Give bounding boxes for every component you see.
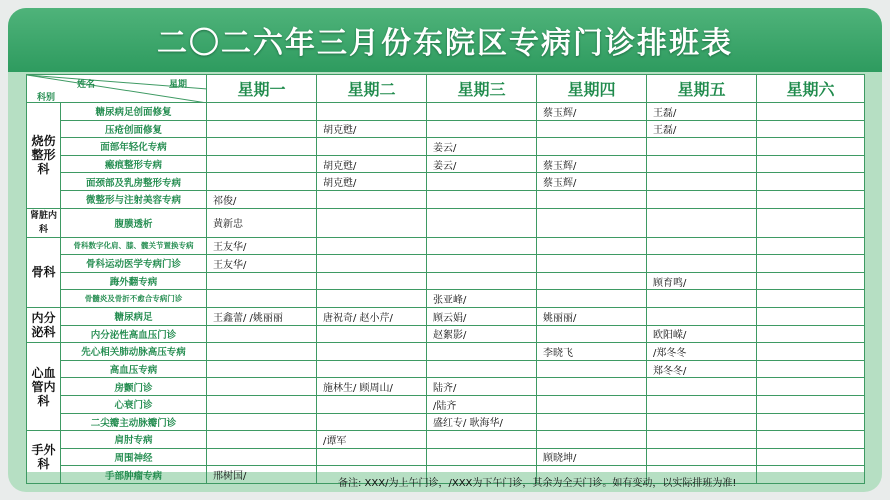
schedule-cell <box>537 237 647 255</box>
schedule-cell <box>757 290 865 308</box>
schedule-cell <box>757 343 865 361</box>
clinic-name-cell: 糖尿病足 <box>61 307 207 325</box>
schedule-cell <box>647 138 757 156</box>
schedule-cell: 王磊/ <box>647 103 757 121</box>
schedule-cell <box>317 272 427 290</box>
table-row <box>27 325 865 343</box>
day-header: 星期三 <box>427 75 537 103</box>
schedule-cell <box>427 103 537 121</box>
schedule-cell <box>317 395 427 413</box>
week-label: 星期 <box>169 80 188 90</box>
schedule-cell: 王友华/ <box>207 255 317 273</box>
schedule-cell <box>207 103 317 121</box>
schedule-cell <box>537 290 647 308</box>
schedule-cell <box>647 395 757 413</box>
schedule-cell <box>317 413 427 431</box>
schedule-cell <box>757 448 865 466</box>
clinic-name-cell: 压疮创面修复 <box>61 120 207 138</box>
schedule-cell <box>317 138 427 156</box>
schedule-cell <box>427 360 537 378</box>
schedule-cell <box>757 360 865 378</box>
schedule-cell: 邢树国/ <box>207 466 317 484</box>
schedule-cell <box>537 208 647 237</box>
schedule-cell: 胡克甦/ <box>317 173 427 191</box>
clinic-name-cell: 骨科数字化肩、膝、髋关节置换专病 <box>61 237 207 255</box>
schedule-cell <box>647 190 757 208</box>
schedule-cell <box>207 138 317 156</box>
schedule-cell: 蔡玉辉/ <box>537 103 647 121</box>
department-cell: 手外科 <box>27 431 61 484</box>
schedule-cell: 盛红专/ 耿海华/ <box>427 413 537 431</box>
schedule-cell: 顾云娟/ <box>427 307 537 325</box>
schedule-cell <box>647 237 757 255</box>
schedule-cell <box>537 413 647 431</box>
schedule-sheet <box>26 74 864 483</box>
schedule-cell <box>757 120 865 138</box>
clinic-name-cell: 微整形与注射美容专病 <box>61 190 207 208</box>
department-cell: 内分泌科 <box>27 307 61 342</box>
day-header: 星期五 <box>647 75 757 103</box>
table-row <box>27 448 865 466</box>
schedule-cell <box>647 155 757 173</box>
schedule-body <box>27 103 865 484</box>
schedule-cell <box>427 237 537 255</box>
schedule-cell <box>647 431 757 449</box>
day-header: 星期二 <box>317 75 427 103</box>
table-row <box>27 138 865 156</box>
schedule-cell <box>757 208 865 237</box>
clinic-name-cell: 高血压专病 <box>61 360 207 378</box>
table-row <box>27 173 865 191</box>
clinic-name-cell: 二尖瓣主动脉瓣门诊 <box>61 413 207 431</box>
schedule-cell <box>207 378 317 396</box>
schedule-cell: 顾育鸣/ <box>647 272 757 290</box>
schedule-cell <box>757 155 865 173</box>
schedule-cell: 陆齐/ <box>427 378 537 396</box>
schedule-cell <box>757 138 865 156</box>
day-header: 星期一 <box>207 75 317 103</box>
schedule-cell <box>317 190 427 208</box>
header-row <box>27 75 865 103</box>
department-cell: 心血管内科 <box>27 343 61 431</box>
table-row <box>27 272 865 290</box>
schedule-cell <box>647 208 757 237</box>
schedule-cell <box>647 413 757 431</box>
schedule-cell <box>427 431 537 449</box>
schedule-cell <box>317 208 427 237</box>
schedule-cell: 王磊/ <box>647 120 757 138</box>
schedule-cell <box>427 343 537 361</box>
schedule-cell: 赵絮影/ <box>427 325 537 343</box>
schedule-cell <box>757 237 865 255</box>
clinic-name-cell: 房颤门诊 <box>61 378 207 396</box>
schedule-cell <box>207 290 317 308</box>
schedule-cell <box>207 120 317 138</box>
schedule-cell <box>317 325 427 343</box>
clinic-name-cell: 面颈部及乳房整形专病 <box>61 173 207 191</box>
table-row <box>27 208 865 237</box>
table-row <box>27 395 865 413</box>
schedule-cell <box>427 120 537 138</box>
clinic-name-cell: 周围神经 <box>61 448 207 466</box>
schedule-cell: 蔡玉辉/ <box>537 173 647 191</box>
table-row <box>27 103 865 121</box>
schedule-cell: 姜云/ <box>427 138 537 156</box>
table-row <box>27 307 865 325</box>
department-cell: 骨科 <box>27 237 61 307</box>
schedule-cell <box>537 325 647 343</box>
schedule-cell: 姚丽丽/ <box>537 307 647 325</box>
table-row <box>27 413 865 431</box>
schedule-cell <box>647 290 757 308</box>
clinic-name-cell: 骨髓炎及骨折不愈合专病门诊 <box>61 290 207 308</box>
schedule-cell <box>757 325 865 343</box>
schedule-cell <box>207 343 317 361</box>
schedule-cell <box>537 190 647 208</box>
schedule-cell <box>317 448 427 466</box>
schedule-cell: 胡克甦/ <box>317 155 427 173</box>
clinic-name-cell: 内分泌性高血压门诊 <box>61 325 207 343</box>
schedule-cell <box>537 431 647 449</box>
schedule-cell <box>427 190 537 208</box>
clinic-name-cell: 肩肘专病 <box>61 431 207 449</box>
schedule-table <box>26 74 865 484</box>
schedule-cell <box>537 360 647 378</box>
schedule-cell <box>647 173 757 191</box>
clinic-name-cell: 腹膜透析 <box>61 208 207 237</box>
footnote: 备注: XXX/为上午门诊，/XXX为下午门诊，其余为全天门诊。如有变动，以实际排班为准! <box>338 478 737 489</box>
schedule-cell <box>757 173 865 191</box>
table-row <box>27 290 865 308</box>
name-label: 姓名 <box>77 80 96 90</box>
schedule-cell <box>757 466 865 484</box>
clinic-name-cell: 踇外翻专病 <box>61 272 207 290</box>
schedule-cell <box>757 190 865 208</box>
schedule-cell: 李晓飞 <box>537 343 647 361</box>
clinic-name-cell: 糖尿病足创面修复 <box>61 103 207 121</box>
schedule-cell: 施林生/ 顾周山/ <box>317 378 427 396</box>
schedule-cell: 欧阳嵘/ <box>647 325 757 343</box>
department-cell: 肾脏内科 <box>27 208 61 237</box>
clinic-name-cell: 瘢痕整形专病 <box>61 155 207 173</box>
title-banner <box>8 8 882 72</box>
schedule-cell <box>317 360 427 378</box>
table-row <box>27 343 865 361</box>
schedule-cell: 顾晓坤/ <box>537 448 647 466</box>
schedule-cell <box>427 272 537 290</box>
dept-label: 科别 <box>37 93 56 103</box>
schedule-cell: 姜云/ <box>427 155 537 173</box>
table-row <box>27 378 865 396</box>
schedule-cell <box>207 431 317 449</box>
schedule-cell: /陆齐 <box>427 395 537 413</box>
schedule-cell: 王友华/ <box>207 237 317 255</box>
schedule-cell <box>537 395 647 413</box>
schedule-cell <box>207 413 317 431</box>
schedule-board <box>8 8 882 492</box>
schedule-cell <box>757 307 865 325</box>
table-row <box>27 190 865 208</box>
day-header: 星期六 <box>757 75 865 103</box>
table-row <box>27 360 865 378</box>
schedule-cell <box>757 413 865 431</box>
schedule-cell <box>207 272 317 290</box>
schedule-cell <box>427 208 537 237</box>
day-header: 星期四 <box>537 75 647 103</box>
schedule-cell <box>757 431 865 449</box>
table-row <box>27 120 865 138</box>
table-row <box>27 237 865 255</box>
schedule-cell <box>647 307 757 325</box>
page-title: 二〇二六年三月份东院区专病门诊排班表 <box>157 26 733 61</box>
clinic-name-cell: 心衰门诊 <box>61 395 207 413</box>
schedule-cell <box>757 395 865 413</box>
clinic-name-cell: 手部肿瘤专病 <box>61 466 207 484</box>
schedule-cell <box>207 155 317 173</box>
schedule-cell <box>537 138 647 156</box>
schedule-cell: 张亚峰/ <box>427 290 537 308</box>
schedule-cell <box>207 325 317 343</box>
schedule-cell <box>647 448 757 466</box>
schedule-cell <box>317 255 427 273</box>
schedule-cell: 蔡玉辉/ <box>537 155 647 173</box>
clinic-name-cell: 面部年轻化专病 <box>61 138 207 156</box>
schedule-cell <box>757 272 865 290</box>
schedule-cell <box>207 173 317 191</box>
clinic-name-cell: 先心相关肺动脉高压专病 <box>61 343 207 361</box>
table-row <box>27 431 865 449</box>
schedule-cell <box>537 378 647 396</box>
schedule-cell: 郑冬冬/ <box>647 360 757 378</box>
schedule-cell <box>317 103 427 121</box>
schedule-cell: 王鑫蕾/ /姚丽丽 <box>207 307 317 325</box>
schedule-cell <box>647 255 757 273</box>
schedule-cell <box>757 378 865 396</box>
schedule-cell <box>317 290 427 308</box>
table-row <box>27 155 865 173</box>
schedule-cell <box>207 395 317 413</box>
clinic-name-cell: 骨科运动医学专病门诊 <box>61 255 207 273</box>
schedule-cell <box>207 360 317 378</box>
schedule-cell <box>427 173 537 191</box>
schedule-cell <box>317 343 427 361</box>
department-cell: 烧伤整形科 <box>27 103 61 209</box>
schedule-cell: /郑冬冬 <box>647 343 757 361</box>
schedule-cell: 黄新忠 <box>207 208 317 237</box>
schedule-cell <box>427 255 537 273</box>
schedule-cell <box>427 448 537 466</box>
schedule-cell: 胡克甦/ <box>317 120 427 138</box>
schedule-cell <box>537 120 647 138</box>
schedule-cell <box>207 448 317 466</box>
schedule-cell: /谭军 <box>317 431 427 449</box>
schedule-cell <box>537 255 647 273</box>
corner-cell <box>27 75 207 103</box>
table-row <box>27 255 865 273</box>
schedule-cell <box>757 255 865 273</box>
schedule-cell <box>537 272 647 290</box>
schedule-cell <box>757 103 865 121</box>
schedule-cell <box>647 378 757 396</box>
schedule-cell: 祁俊/ <box>207 190 317 208</box>
schedule-cell: 唐祝奇/ 赵小芹/ <box>317 307 427 325</box>
schedule-cell <box>317 237 427 255</box>
